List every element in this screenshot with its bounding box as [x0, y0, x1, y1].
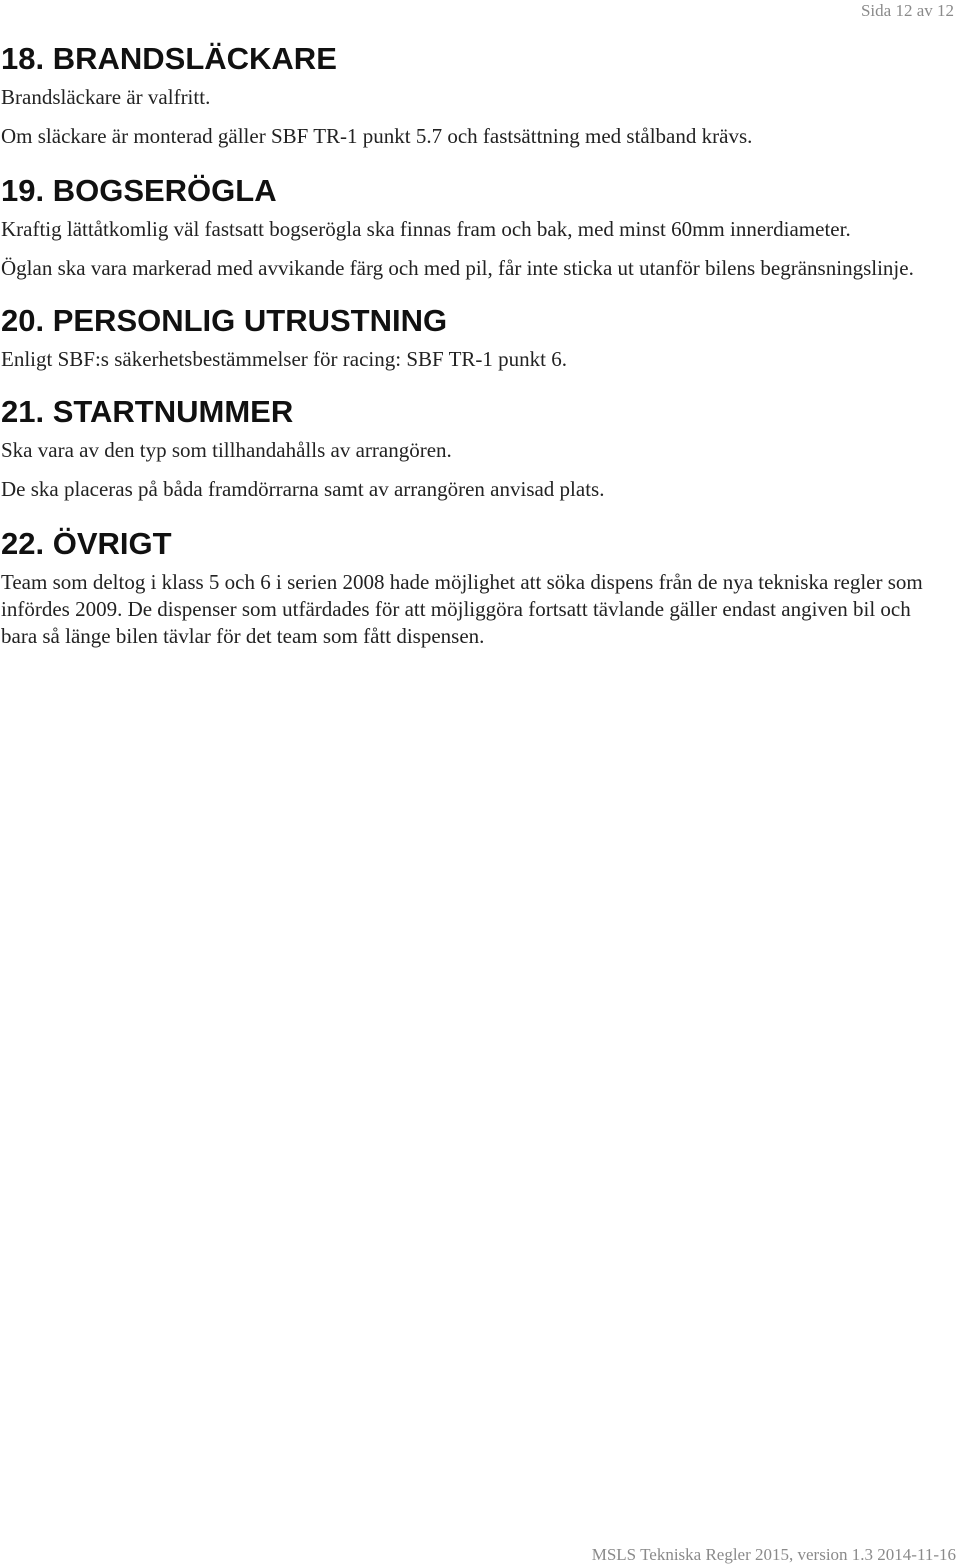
- paragraph: Öglan ska vara markerad med avvikande färg och med pil, får inte sticka ut utanför bilens begränsningslinje.: [1, 256, 914, 280]
- section-bogserogla: [1, 172, 951, 282]
- paragraph: De ska placeras på båda framdörrarna samt av arrangören anvisad plats.: [1, 477, 605, 501]
- paragraph: Team som deltog i klass 5 och 6 i serien 2008 hade möjlighet att söka dispens från de nya tekniska regler som infördes 2009. De dispenser som utfärdades för att möjliggöra fortsatt tävlande gäller endast angiven bil och bara så länge bilen tävlar för det team som fått dispensen.: [1, 570, 923, 648]
- section-heading: 20. PERSONLIG UTRUSTNING: [1, 303, 448, 338]
- page-number: Sida 12 av 12: [860, 1, 954, 20]
- paragraph: Ska vara av den typ som tillhandahålls av arrangören.: [1, 438, 452, 462]
- section-brandslackare: [1, 40, 951, 150]
- section-heading: 18. BRANDSLÄCKARE: [1, 41, 337, 76]
- section-ovrigt: [1, 525, 951, 650]
- section-heading: 21. STARTNUMMER: [1, 394, 294, 429]
- document-body: [1, 40, 951, 662]
- paragraph: Brandsläckare är valfritt.: [1, 85, 211, 109]
- section-heading: 22. ÖVRIGT: [1, 526, 172, 561]
- paragraph: Kraftig lättåtkomlig väl fastsatt bogserögla ska finnas fram och bak, med minst 60mm innerdiameter.: [1, 217, 851, 241]
- section-personlig-utrustning: [1, 302, 951, 373]
- paragraph: Enligt SBF:s säkerhetsbestämmelser för racing: SBF TR-1 punkt 6.: [1, 347, 567, 371]
- section-heading: 19. BOGSERÖGLA: [1, 173, 277, 208]
- page-footer: MSLS Tekniska Regler 2015, version 1.3 2014-11-16: [591, 1545, 956, 1564]
- paragraph: Om släckare är monterad gäller SBF TR-1 punkt 5.7 och fastsättning med stålband krävs.: [1, 124, 753, 148]
- section-startnummer: [1, 393, 951, 503]
